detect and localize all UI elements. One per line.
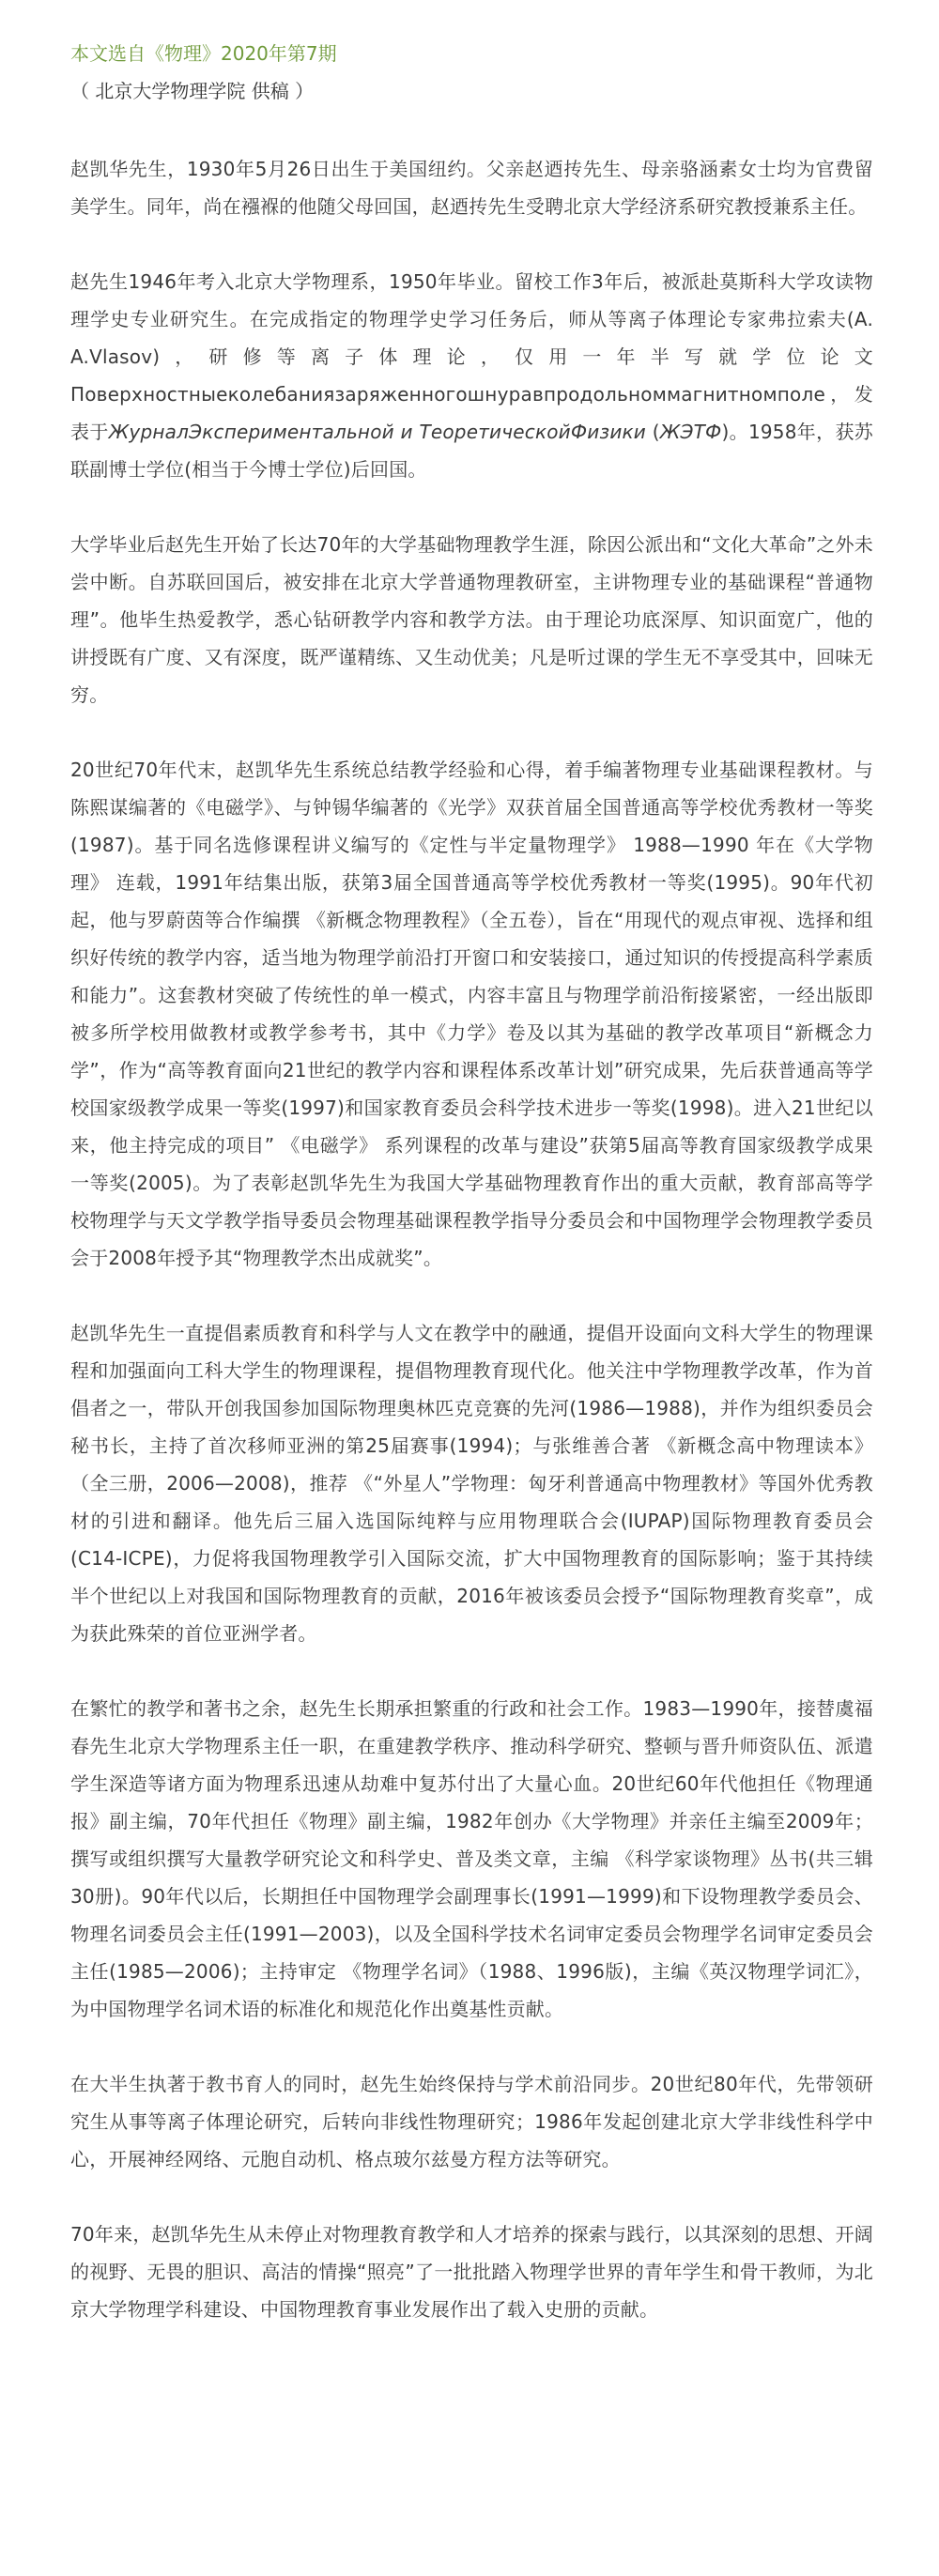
paragraph-administration: 在繁忙的教学和著书之余，赵先生长期承担繁重的行政和社会工作。1983—1990年，接替虞福春先生北京大学物理系主任一职，在重建教学秩序、推动科学研究、整顿与晋升师资队伍、派遣学生深造等诸方面为物理系迅速从劫难中复苏付出了大量心血。20世纪60年代他担任《物理通报》副主编，70年代担任《物理》副主编，1982年创办《大学物理》并亲任主编至2009年；撰写或组织撰写大量教学研究论文和科学史、普及类文章，主编 《科学家谈物理》丛书(共三辑30册)。90年代以后，长期担任中国物理学会副理事长(1991—1999)和下设物理教学委员会、物理名词委员会主任(1991—2003)，以及全国科学技术名词审定委员会物理学名词审定委员会主任(1985—2006)；主持审定 《物理学名词》（1988、1996版)，主编《英汉物理学词汇》，为中国物理学名词术语的标准化和规范化作出奠基性贡献。: [70, 1697, 873, 2020]
source-line: 本文选自《物理》2020年第7期: [70, 42, 337, 65]
paragraph-conclusion: 70年来，赵凯华先生从未停止对物理教育教学和人才培养的探索与践行，以其深刻的思想、开阔的视野、无畏的胆识、高洁的情操“照亮”了一批批踏入物理学世界的青年学生和骨干教师，为北京大学物理学科建设、中国物理教育事业发展作出了载入史册的贡献。: [70, 2223, 873, 2321]
paragraph-research: 在大半生执著于教书育人的同时，赵先生始终保持与学术前沿同步。20世纪80年代，先带领研究生从事等离子体理论研究，后转向非线性物理研究；1986年发起创建北京大学非线性科学中心，开展神经网络、元胞自动机、格点玻尔兹曼方程方法等研究。: [70, 2073, 873, 2170]
paragraph-education-reform: 赵凯华先生一直提倡素质教育和科学与人文在教学中的融通，提倡开设面向文科大学生的物理课程和加强面向工科大学生的物理课程，提倡物理教育现代化。他关注中学物理教学改革，作为首倡者之一，带队开创我国参加国际物理奥林匹克竞赛的先河(1986—1988)，并作为组织委员会秘书长，主持了首次移师亚洲的第25届赛事(1994)；与张维善合著 《新概念高中物理读本》（全三册，2006—2008)，推荐 《“外星人”学物理：匈牙利普通高中物理教材》等国外优秀教材的引进和翻译。他先后三届入选国际纯粹与应用物理联合会(IUPAP)国际物理教育委员会(C14-ICPE)，力促将我国物理教学引入国际交流，扩大中国物理教育的国际影响；鉴于其持续半个世纪以上对我国和国际物理教育的贡献，2016年被该委员会授予“国际物理教育奖章”，成为获此殊荣的首位亚洲学者。: [70, 1322, 873, 1645]
journal-name: ЖурналЭкспериментальной и ТеоретическойФизики: [108, 421, 647, 443]
paragraph-birth: 赵凯华先生，1930年5月26日出生于美国纽约。父亲赵迺抟先生、母亲骆涵素女士均为官费留美学生。同年，尚在襁褓的他随父母回国，赵迺抟先生受聘北京大学经济系研究教授兼系主任。: [70, 158, 873, 218]
paragraph-education-paren-open: (: [646, 421, 660, 443]
paragraph-education-tail: )。1958年，获苏联副博士学位(相当于今博士学位)后回国。: [70, 421, 874, 481]
paragraph-education: [70, 263, 873, 488]
paragraph-teaching: 大学毕业后赵先生开始了长达70年的大学基础物理教学生涯，除因公派出和“文化大革命”之外未尝中断。自苏联回国后，被安排在北京大学普通物理教研室，主讲物理专业的基础课程“普通物理”。他毕生热爱教学，悉心钻研教学内容和教学方法。由于理论功底深厚、知识面宽广，他的讲授既有广度、又有深度，既严谨精练、又生动优美；凡是听过课的学生无不享受其中，回味无穷。: [70, 533, 873, 706]
spacer: [70, 107, 873, 150]
journal-abbr: ЖЭТФ: [659, 421, 722, 443]
paragraph-education-text: 赵先生1946年考入北京大学物理系，1950年毕业。留校工作3年后，被派赴莫斯科大学攻读物理学史专业研究生。在完成指定的物理学史学习任务后，师从等离子体理论专家弗拉索夫(A. A.Vlasov)，研修等离子体理论，仅用一年半写就学位论文Поверхностныеколебаниязаряженногошнуравпродольноммагнитномполе，发表于: [70, 270, 873, 443]
supplier-line: （ 北京大学物理学院 供稿 ）: [70, 80, 315, 102]
paragraph-textbooks: 20世纪70年代末，赵凯华先生系统总结教学经验和心得，着手编著物理专业基础课程教材。与陈熙谋编著的《电磁学》、与钟锡华编著的《光学》双获首届全国普通高等学校优秀教材一等奖(1987)。基于同名选修课程讲义编写的《定性与半定量物理学》 1988—1990 年在《大学物理》 连载，1991年结集出版，获第3届全国普通高等学校优秀教材一等奖(1995)。90年代初起，他与罗蔚茵等合作编撰 《新概念物理教程》（全五卷），旨在“用现代的观点审视、选择和组织好传统的教学内容，适当地为物理学前沿打开窗口和安装接口，通过知识的传授提高科学素质和能力”。这套教材突破了传统性的单一模式，内容丰富且与物理学前沿衔接紧密，一经出版即被多所学校用做教材或教学参考书，其中《力学》卷及以其为基础的教学改革项目“新概念力学”，作为“高等教育面向21世纪的教学内容和课程体系改革计划”研究成果，先后获普通高等学校国家级教学成果一等奖(1997)和国家教育委员会科学技术进步一等奖(1998)。进入21世纪以来，他主持完成的项目” 《电磁学》 系列课程的改革与建设”获第5届高等教育国家级教学成果一等奖(2005)。为了表彰赵凯华先生为我国大学基础物理教育作出的重大贡献，教育部高等学校物理学与天文学教学指导委员会物理基础课程教学指导分委员会和中国物理学会物理教学委员会于2008年授予其“物理教学杰出成就奖”。: [70, 759, 873, 1269]
